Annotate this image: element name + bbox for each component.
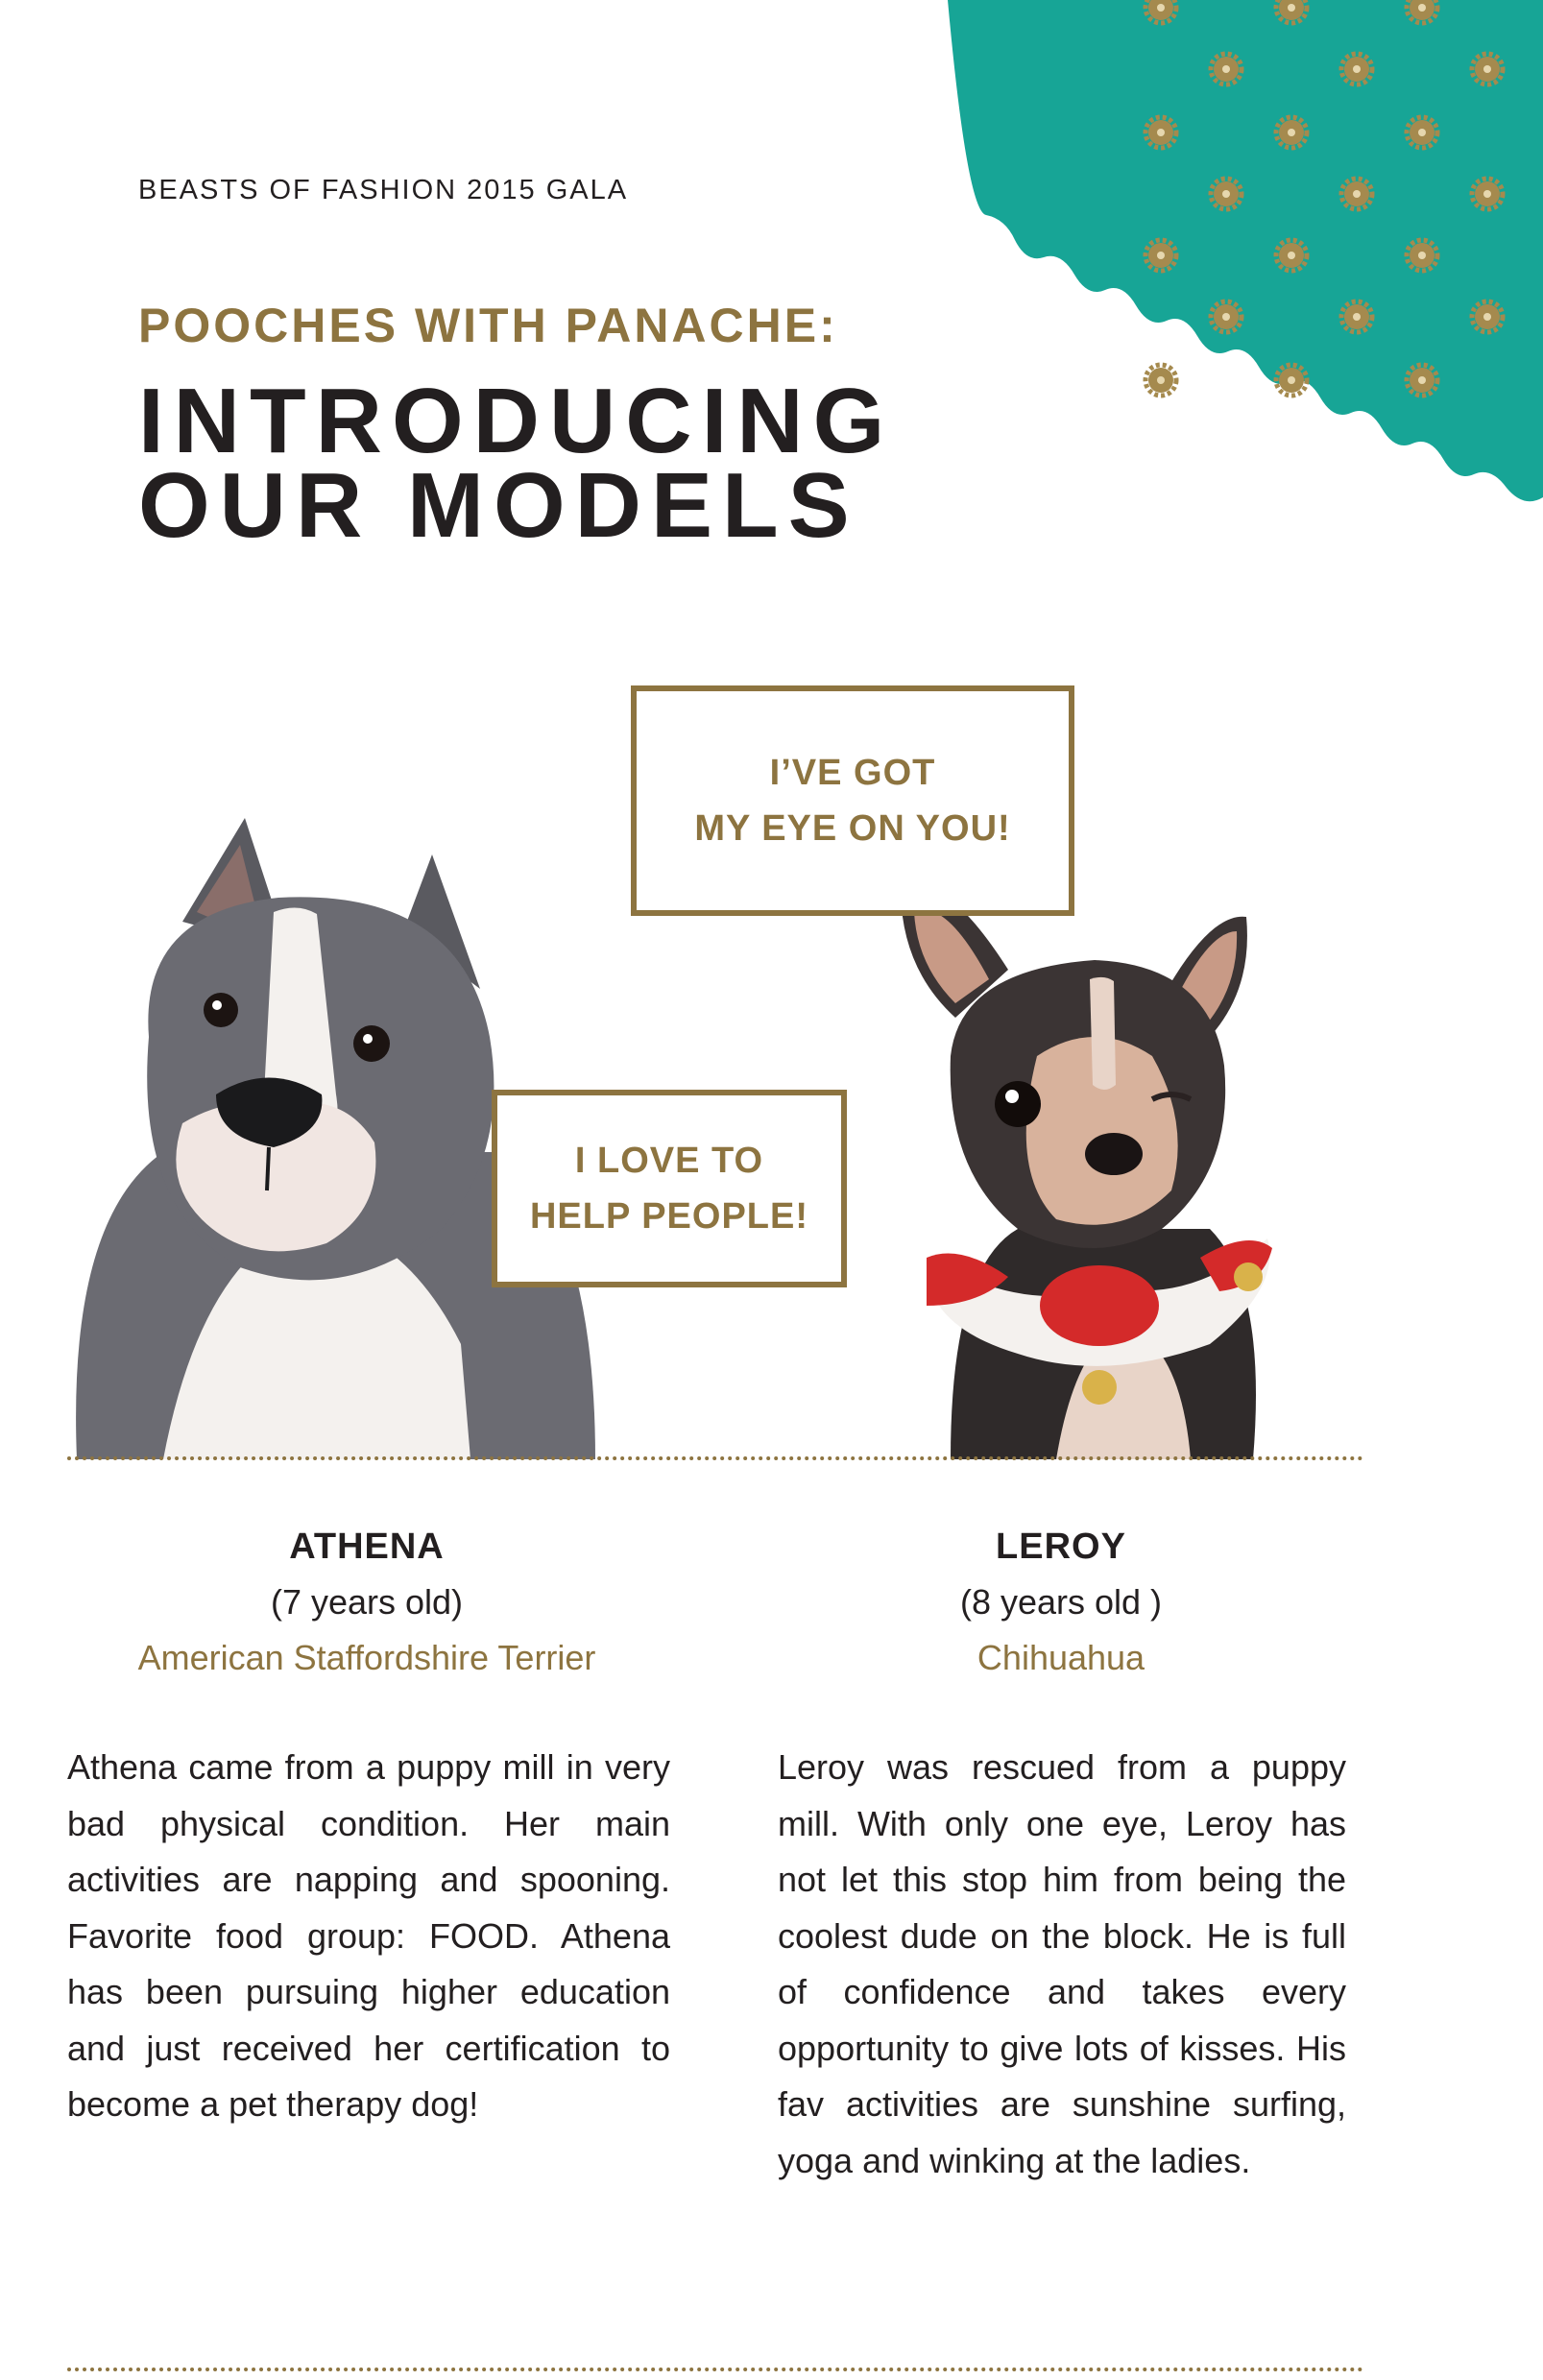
leroy-bio: Leroy was rescued from a puppy mill. With only one eye, Leroy has not let this stop him from being the coolest dude on the block. He is full of confidence and takes every opportunity to give lots of kisses. His fav activities are sunshine surfing, yoga and winking at the ladies. <box>778 1747 1346 2180</box>
page-title-line-1: INTRODUCING <box>138 370 895 472</box>
page-subtitle: POOCHES WITH PANACHE: <box>138 299 838 352</box>
athena-bio: Athena came from a puppy mill in very bad physical condition. Her main activities are napping and spooning. Favorite food group: FOOD. Athena has been pursuing higher education and just received her certification to become a pet therapy dog! <box>67 1747 670 2124</box>
dotted-divider-bottom <box>67 2368 1363 2371</box>
leroy-name: LEROY <box>996 1527 1126 1567</box>
leroy-age: (8 years old ) <box>959 1582 1163 1622</box>
athena-speech-bubble <box>492 1090 847 1287</box>
teal-wave-shape <box>948 0 1543 501</box>
page-title-line-2: OUR MODELS <box>138 454 859 557</box>
athena-bubble-line-1: I LOVE TO <box>574 1141 764 1181</box>
event-label: BEASTS OF FASHION 2015 GALA <box>138 175 629 205</box>
leroy-bubble-line-1: I’VE GOT <box>769 753 936 793</box>
athena-name: ATHENA <box>289 1527 445 1567</box>
athena-breed: American Staffordshire Terrier <box>137 1638 596 1677</box>
corner-decoration <box>948 0 1543 509</box>
page-title <box>138 370 895 557</box>
leroy-dog-image <box>901 887 1272 1459</box>
athena-bubble-line-2: HELP PEOPLE! <box>529 1196 809 1237</box>
leroy-breed: Chihuahua <box>976 1638 1145 1677</box>
athena-profile <box>69 1519 664 1686</box>
athena-age: (7 years old) <box>270 1582 464 1622</box>
leroy-profile <box>763 1519 1359 1686</box>
leroy-bubble-line-2: MY EYE ON YOU! <box>694 808 1011 849</box>
dotted-divider <box>67 1456 1363 1460</box>
leroy-speech-bubble <box>631 685 1074 916</box>
